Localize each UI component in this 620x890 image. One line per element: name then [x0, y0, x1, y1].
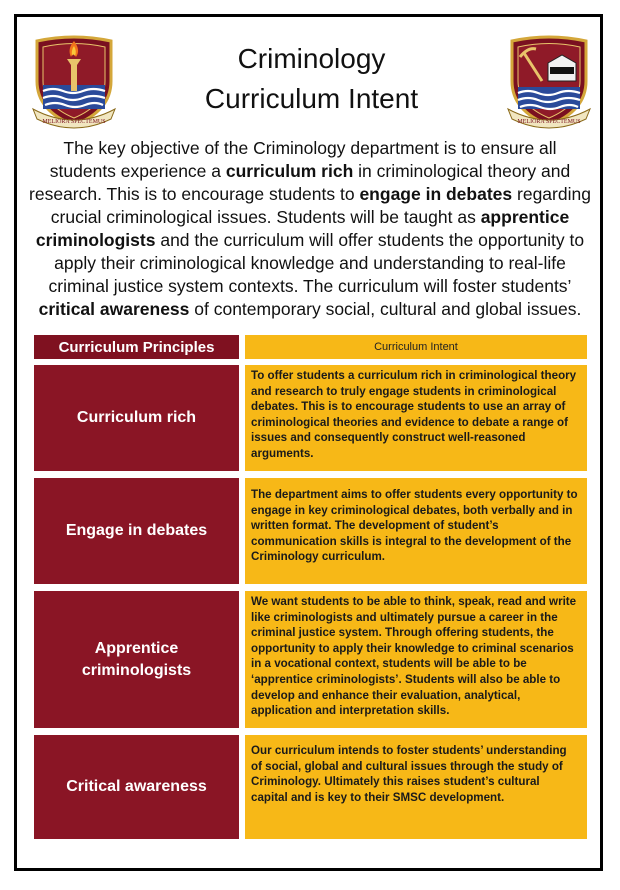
intro-text-4: and the curriculum will offer students the opportunity to apply their criminological knowledge and understanding to real-life criminal justice system contexts. The curriculum will foster students’: [48, 230, 585, 296]
intent-cell: To offer students a curriculum rich in criminological theory and research to truly engage students in criminological debates. This is to encourage students to use an array of criminological theories and evidence to debate a range of issues and consequently construct well-reasoned arguments.: [245, 365, 587, 471]
principle-cell: Apprentice criminologists: [34, 591, 239, 728]
intent-cell: Our curriculum intends to foster students’ understanding of social, global and cultural issues through the study of Criminology. Ultimately this raises student’s cultural capital and is key to their SMSC development.: [245, 735, 587, 839]
intro-emphasis-4: critical awareness: [38, 299, 190, 319]
intro-paragraph: [29, 137, 591, 321]
school-crest-pickaxe-icon: [506, 33, 592, 129]
intent-column-header: Curriculum Intent: [245, 335, 587, 359]
intro-text-2: in criminological theory and research. This is to encourage students to: [29, 161, 571, 204]
page-title: [117, 39, 506, 119]
intro-text-1: The key objective of the Criminology department is to ensure all students experience a: [49, 138, 557, 181]
principles-column-header: Curriculum Principles: [34, 335, 239, 359]
intro-text-3: regarding crucial criminological issues. Students will be taught as: [50, 184, 591, 227]
principle-cell: Critical awareness: [34, 735, 239, 839]
title-line-2: Curriculum Intent: [204, 83, 419, 114]
principle-cell: Curriculum rich: [34, 365, 239, 471]
school-crest-torch-icon: [31, 33, 117, 129]
table-row: [34, 478, 587, 584]
intent-cell: The department aims to offer students every opportunity to engage in key criminological debates, both verbally and in written format. The development of student’s communication skills is integral to the development of the Criminology curriculum.: [245, 478, 587, 584]
document-frame: [14, 14, 603, 871]
intro-emphasis-2: engage in debates: [359, 184, 513, 204]
intro-text-5: of contemporary social, cultural and global issues.: [189, 299, 582, 319]
table-row: [34, 591, 587, 728]
principle-cell: Engage in debates: [34, 478, 239, 584]
table-row: [34, 735, 587, 839]
title-line-1: Criminology: [237, 43, 386, 74]
crest-motto-left: MELIORA SPECTEMUS: [42, 119, 106, 125]
intro-emphasis-3: apprentice criminologists: [35, 207, 570, 250]
crest-motto-right: MELIORA SPECTEMUS: [517, 119, 581, 125]
table-row: [34, 365, 587, 471]
intent-cell: We want students to be able to think, speak, read and write like criminologists and ultimately pursue a career in the criminal justice system. Through offering students, the opportunity to apply their knowledge to criminal scenarios in a vocational context, students will be able to be ‘apprentice criminologists’. Students will also be able to develop and enhance their evaluation, analytical, application and interpretation skills.: [245, 591, 587, 728]
intro-emphasis-1: curriculum rich: [225, 161, 354, 181]
